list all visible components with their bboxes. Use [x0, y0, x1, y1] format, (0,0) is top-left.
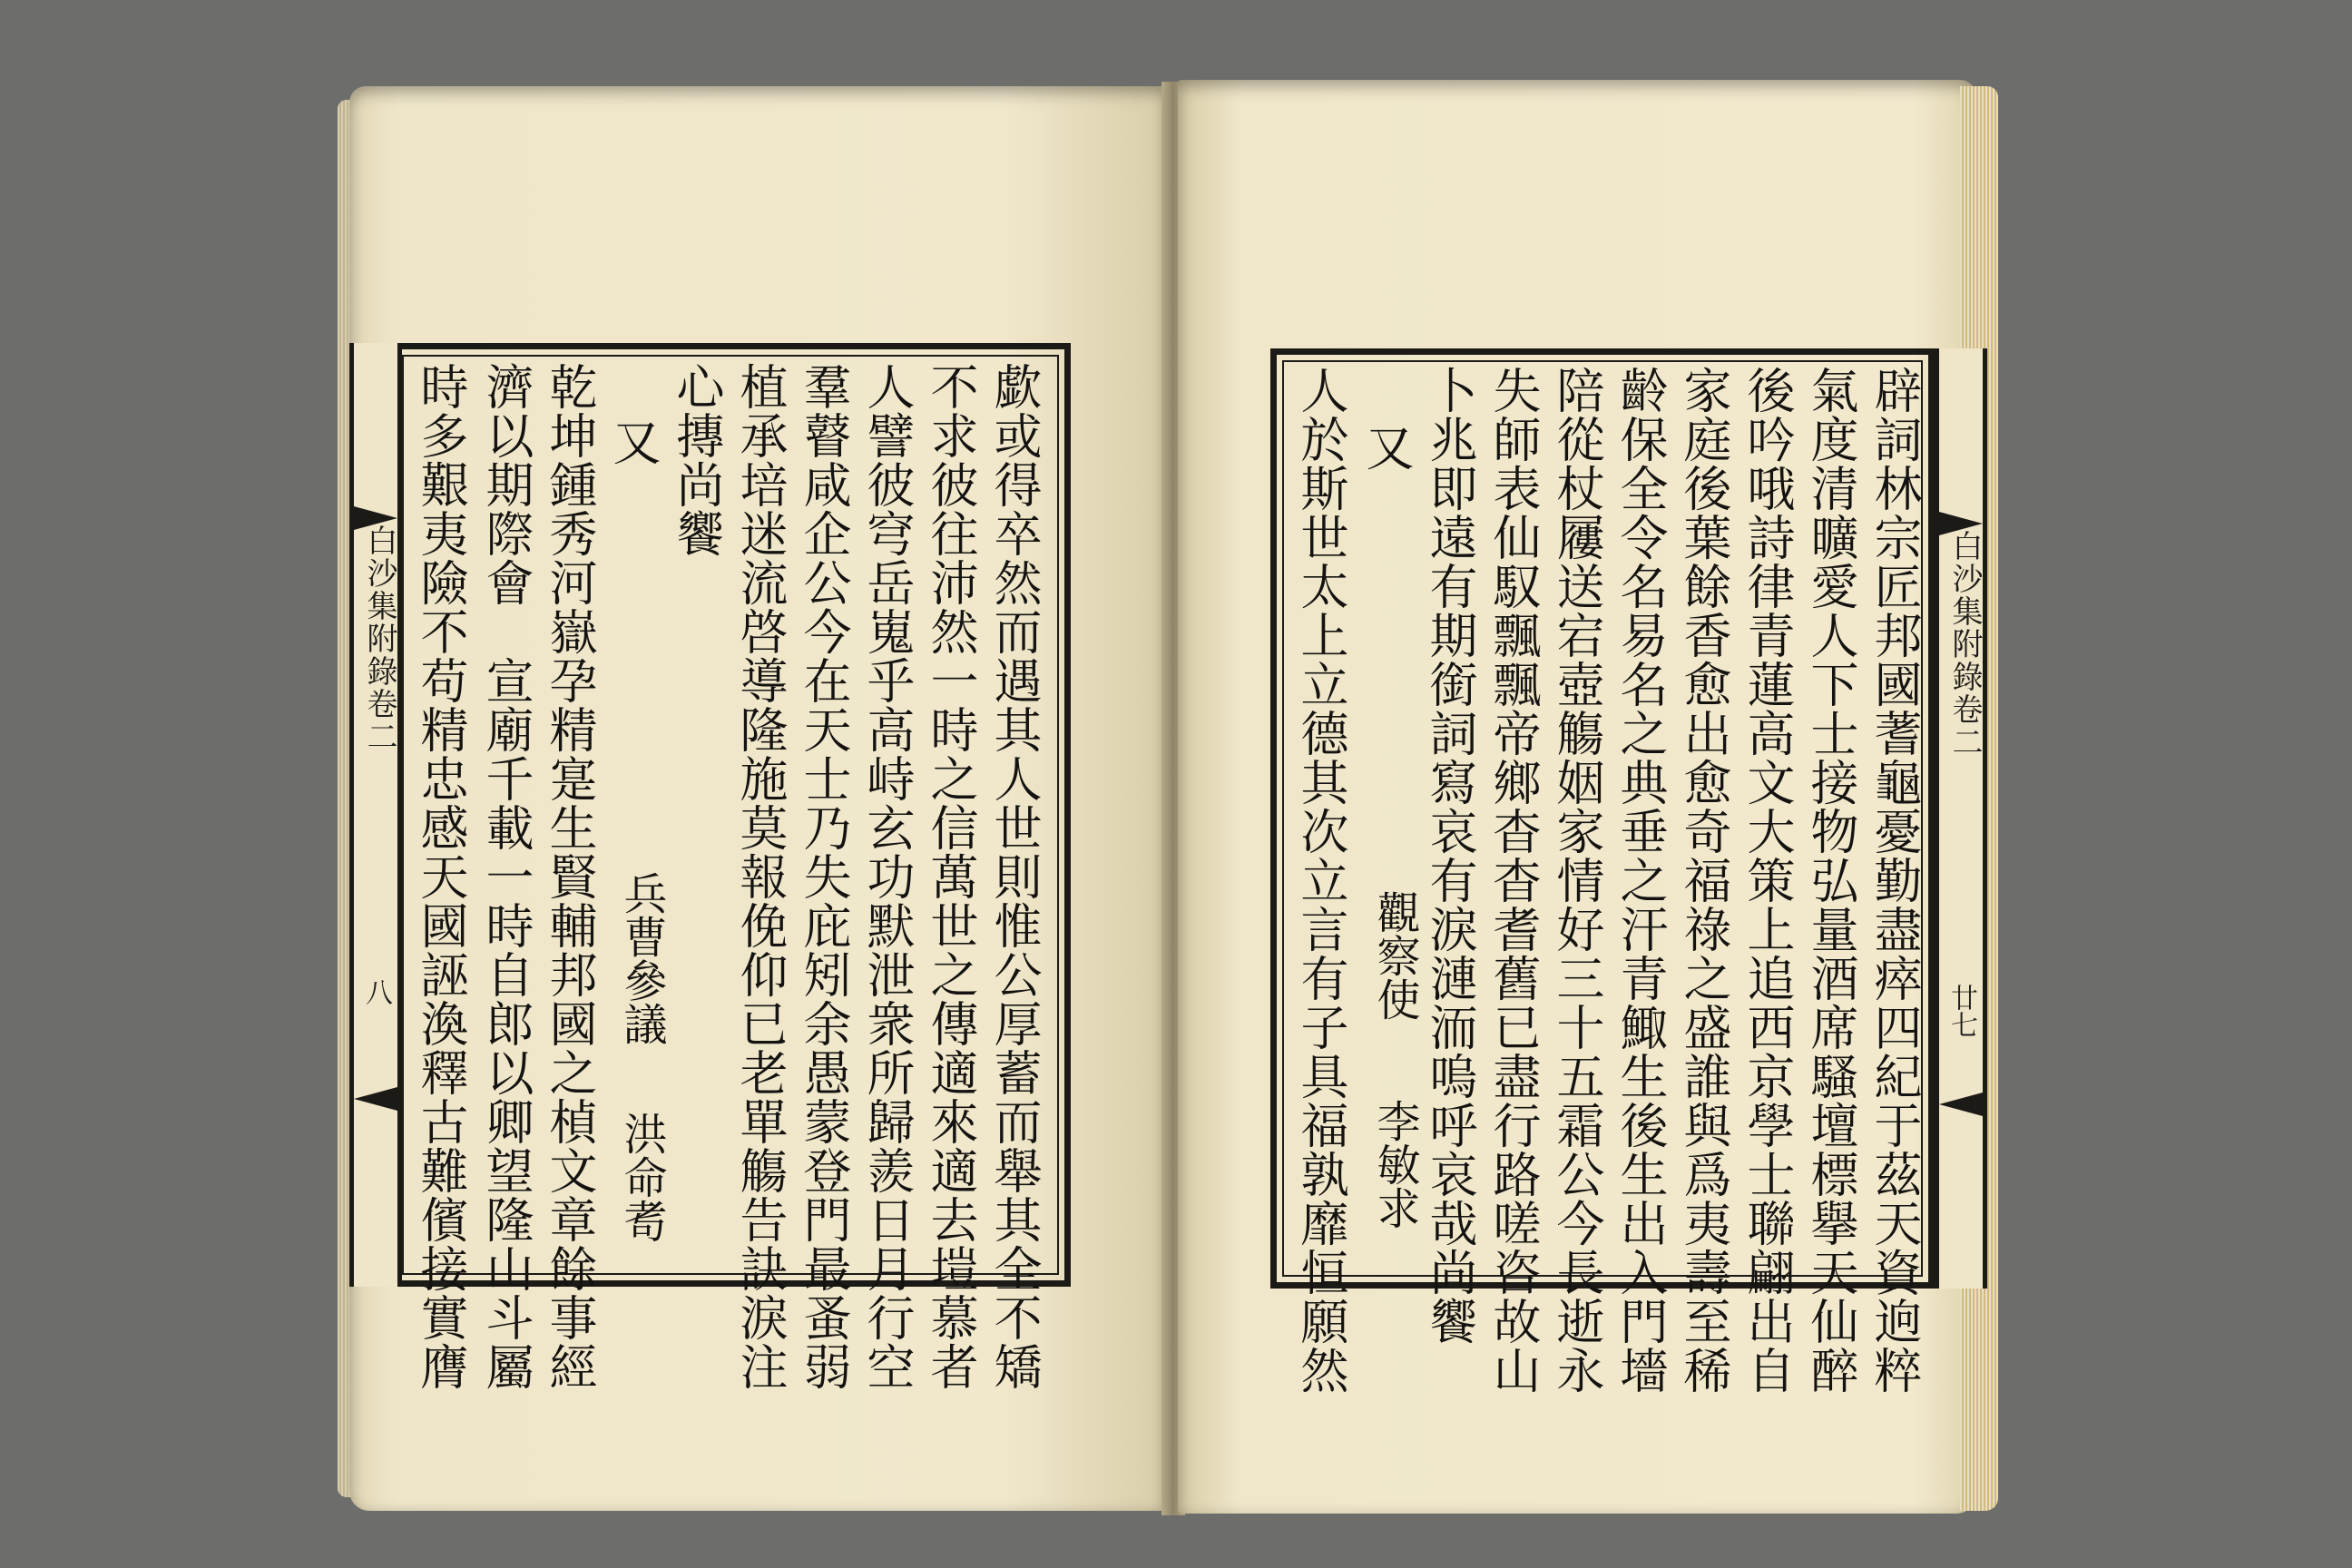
- text-column: 乾坤鍾秀河嶽孕精寔生賢輔邦國之楨文章餘事經: [542, 362, 597, 1391]
- page-number: 廿七: [1945, 984, 1977, 1038]
- text-column: 辟詞林宗匠邦國蓍龜憂勤盡瘁四紀于茲天資逈粹: [1867, 366, 1922, 1395]
- text-column: 陪從杖屨送宕壺觴姻家情好三十五霜公今長逝永: [1549, 366, 1604, 1395]
- text-column: 時多艱夷險不苟精忠感天國誣渙釋古難儐接實膺: [413, 362, 468, 1391]
- text-column: 齡保全令名易名之典垂之汗青鯫生後生出入門墻: [1612, 366, 1668, 1395]
- text-column: 人譬彼穹岳嵬乎高峙玄功默泄衆所歸羨日月行空: [859, 362, 915, 1391]
- fish-tail-mark-bottom: [1939, 1093, 1983, 1116]
- section-heading: 又: [605, 417, 661, 466]
- text-column: 卜兆即遠有期銜詞寫哀有淚漣洏嗚呼哀哉尚饗: [1422, 366, 1477, 1346]
- text-column: 濟以期際會 宣廟千載一時自郎以卿望隆山斗屬: [478, 362, 534, 1391]
- text-column: 氣度清曠愛人下士接物弘量酒席騷壇標擧天仙醉: [1803, 366, 1858, 1395]
- text-column: 不求彼往沛然一時之信萬世之傳適來適去塏慕者: [923, 362, 978, 1391]
- text-column: 歔或得卒然而遇其人世則惟公厚蓄而舉其全不矯: [986, 362, 1042, 1391]
- right-text-frame: [1270, 348, 1935, 1395]
- left-text-frame: [390, 343, 1071, 1391]
- author-title: 兵曹參議: [616, 871, 667, 1045]
- text-column: 人於斯世太上立德其次立言有子具福孰靡恒願然: [1293, 366, 1348, 1395]
- fish-tail-mark-bottom: [354, 1087, 397, 1111]
- spine-title: 白沙集附錄卷二: [1946, 530, 1983, 759]
- spine-title: 白沙集附錄卷二: [361, 524, 397, 753]
- text-column: 心摶尚饗: [669, 362, 724, 558]
- section-heading: 又: [1358, 423, 1414, 472]
- text-column: 家庭後葉餘香愈出愈奇福祿之盛誰與爲夷壽至稀: [1676, 366, 1731, 1395]
- author-title: 觀察使: [1369, 890, 1420, 1021]
- text-column: 後吟哦詩律青蓮高文大策上追西京學士聯翩出自: [1740, 366, 1795, 1395]
- left-page-spine: [349, 343, 402, 1287]
- text-column: 羣瞽咸企公今在天士乃失庇矧余愚蒙登門最蚤弱: [796, 362, 851, 1391]
- author-name: 李敏求: [1369, 1099, 1420, 1230]
- page-number: 八: [360, 978, 392, 1005]
- text-column: 失師表仙馭飄飄帝鄉杳杳耆舊已盡行路嗟咨故山: [1485, 366, 1541, 1395]
- text-column: 植承培迷流啓導隆施莫報俛仰已老單觴告訣淚注: [732, 362, 788, 1391]
- author-name: 洪命耉: [616, 1112, 667, 1242]
- right-page-spine: [1935, 348, 1987, 1289]
